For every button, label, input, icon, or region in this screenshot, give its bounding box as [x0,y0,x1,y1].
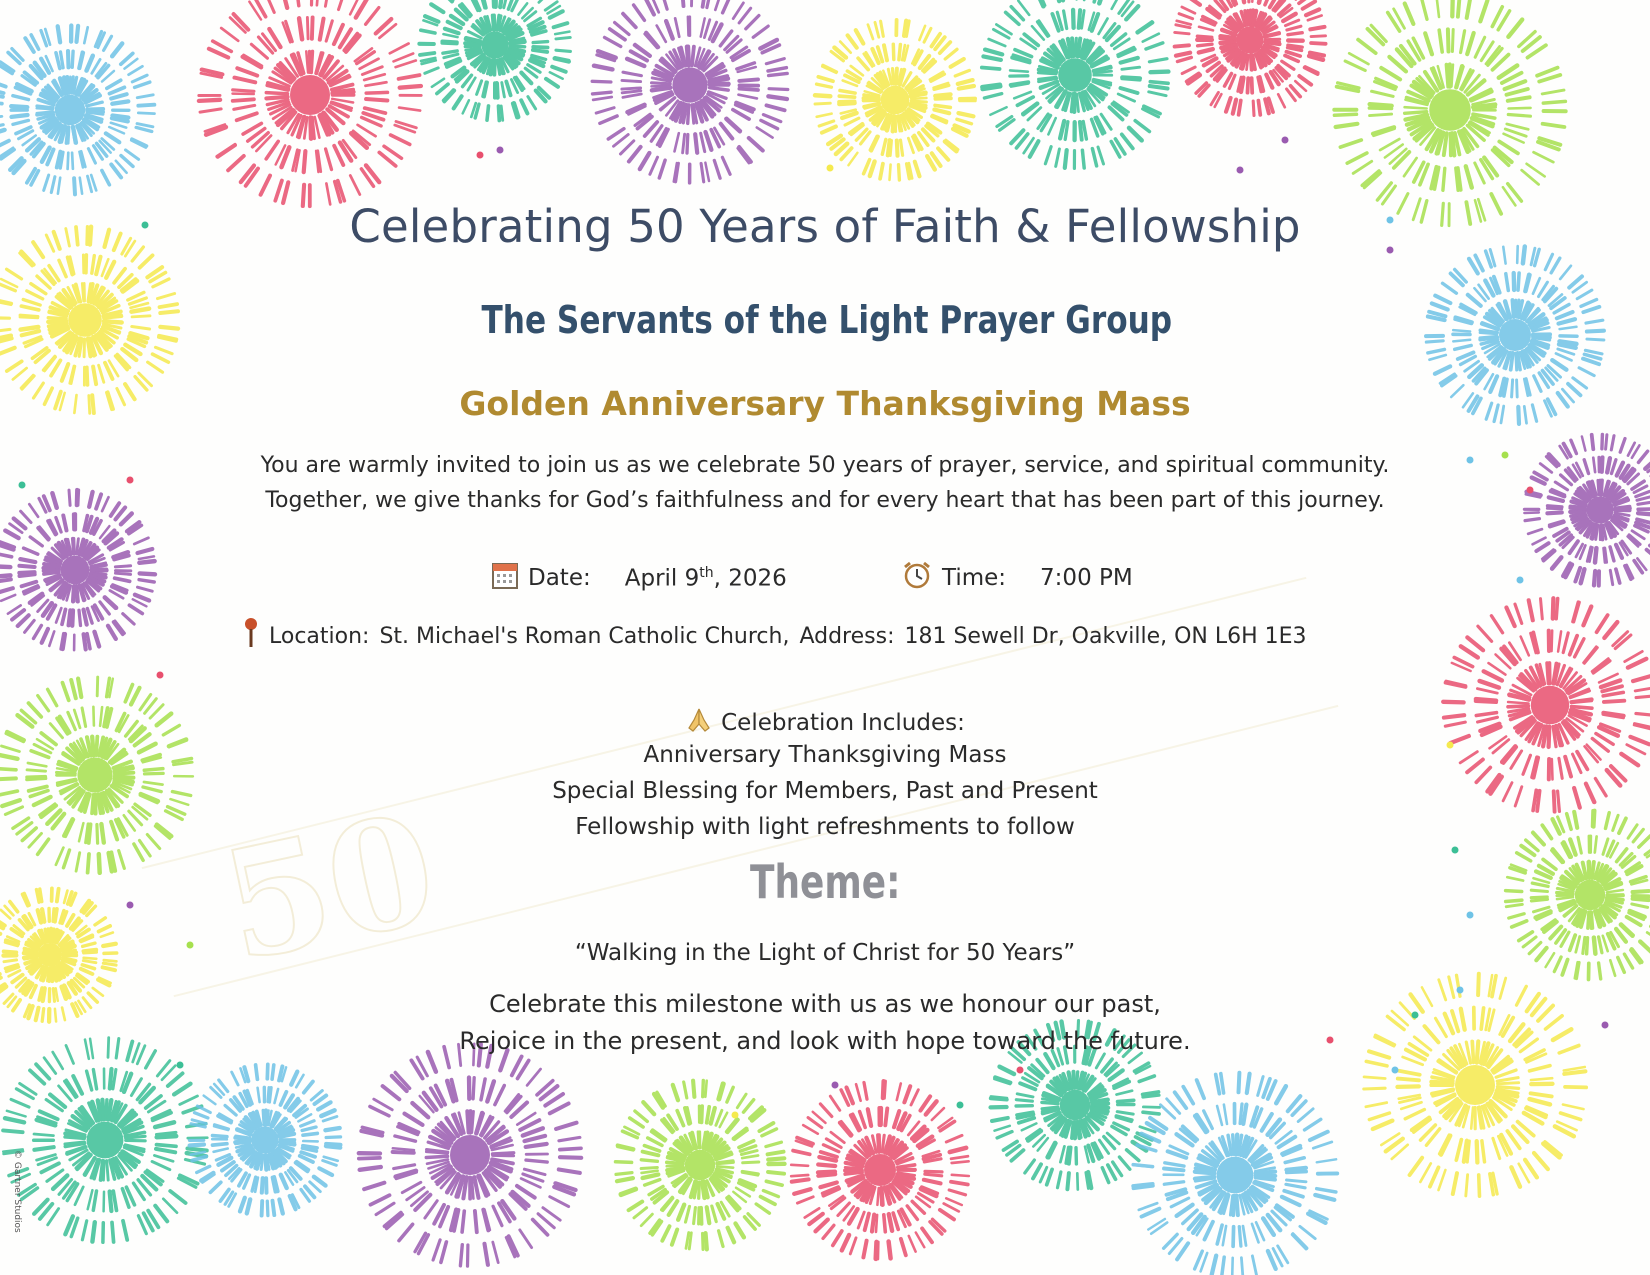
closing-line-2: Rejoice in the present, and look with hope toward the future. [459,1027,1191,1055]
copyright-credit: © Gartner Studios [12,1150,22,1233]
time-row [902,561,1133,595]
theme-heading: Theme: [749,855,901,909]
location-label: Location: [269,623,370,649]
celebration-item: Anniversary Thanksgiving Mass [643,742,1007,768]
event-title: Golden Anniversary Thanksgiving Mass [459,384,1191,423]
date-value: April 9th, 2026 [624,564,787,592]
celebration-item: Special Blessing for Members, Past and Present [552,778,1098,804]
location-value: St. Michael's Roman Catholic Church, [379,623,790,649]
closing-line-1: Celebrate this milestone with us as we honour our past, [489,990,1161,1018]
theme-quote: “Walking in the Light of Christ for 50 Years” [574,940,1076,966]
address-label: Address: [799,623,895,649]
celebration-item: Fellowship with light refreshments to follow [575,814,1075,840]
praying-hands-icon [685,706,713,740]
time-value: 7:00 PM [1040,565,1133,591]
watermark-50-number: 50 [208,780,450,996]
organization-name: The Servants of the Light Prayer Group [481,298,1173,342]
location-row [243,617,1307,655]
celebration-includes-heading: Celebration Includes: [0,706,1650,740]
address-value: 181 Sewell Dr, Oakville, ON L6H 1E3 [904,623,1307,649]
map-pin-icon [243,617,259,655]
time-label: Time: [942,565,1007,591]
invitation-line-1: You are warmly invited to join us as we celebrate 50 years of prayer, service, and spiritual community. [260,453,1390,478]
date-label: Date: [528,565,591,591]
alarm-clock-icon [902,561,932,595]
headline: Celebrating 50 Years of Faith & Fellowship [349,200,1301,253]
invitation-line-2: Together, we give thanks for God’s faithfulness and for every heart that has been part of this journey. [265,488,1385,513]
calendar-icon [492,561,518,595]
date-row [492,561,787,595]
